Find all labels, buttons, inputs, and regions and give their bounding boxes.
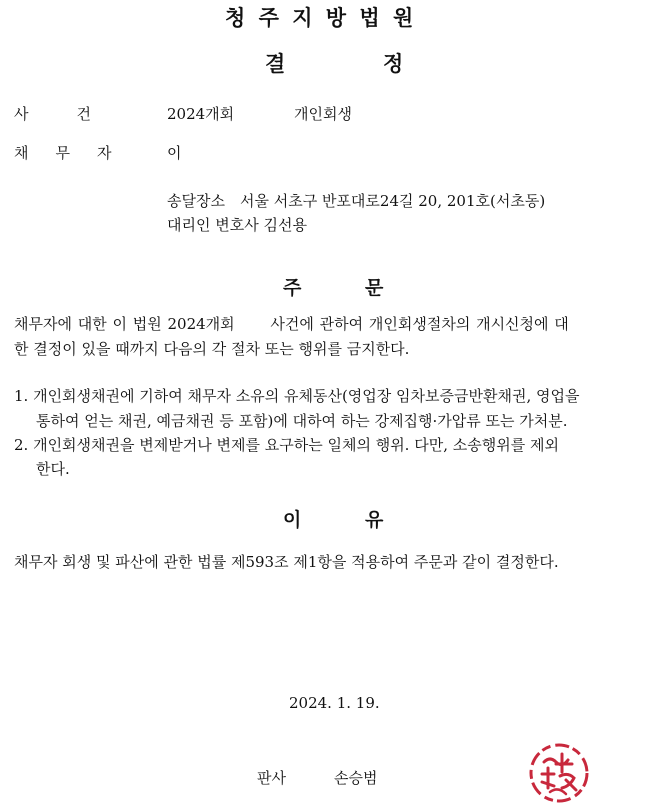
order-item-2-line2: 한다. [36,460,70,478]
order-heading-2: 문 [365,277,384,299]
debtor-name: 이 [167,144,182,162]
order-intro-line1: 채무자에 대한 이 법원 2024개회 사건에 관하여 개인회생절차의 개시신청에 대 [14,315,569,333]
doc-type-1: 결 [265,52,286,76]
case-name: 개인회생 [294,105,352,123]
order-item-1-line1: 1. 개인회생채권에 기하여 채무자 소유의 유체동산(영업장 임차보증금반환채권, 영업을 [14,387,580,405]
case-label: 사 건 [14,105,97,123]
judge-seal-icon [528,742,590,804]
order-heading-1: 주 [283,277,302,299]
court-name: 청 주 지 방 법 원 [225,6,417,30]
doc-type-2: 정 [383,52,404,76]
delivery-address: 송달장소 서울 서초구 반포대로24길 20, 201호(서초동) [167,192,546,210]
legal-agent: 대리인 변호사 김선용 [167,216,307,234]
debtor-label: 채 무 자 [14,144,118,162]
judge-name: 손승범 [334,769,378,787]
decision-date: 2024. 1. 19. [289,694,380,712]
reason-heading-2: 유 [365,509,384,531]
reason-text: 채무자 회생 및 파산에 관한 법률 제593조 제1항을 적용하여 주문과 같이 결정한다. [14,553,559,571]
order-item-1-line2: 통하여 얻는 채권, 예금채권 등 포함)에 대하여 하는 강제집행·가압류 또는 가처분. [36,412,568,430]
order-intro-line2: 한 결정이 있을 때까지 다음의 각 절차 또는 행위를 금지한다. [14,340,410,358]
reason-heading-1: 이 [283,509,302,531]
case-number: 2024개회 [167,105,235,123]
judge-title: 판사 [257,769,286,787]
order-item-2-line1: 2. 개인회생채권을 변제받거나 변제를 요구하는 일체의 행위. 다만, 소송행위를 제외 [14,436,559,454]
